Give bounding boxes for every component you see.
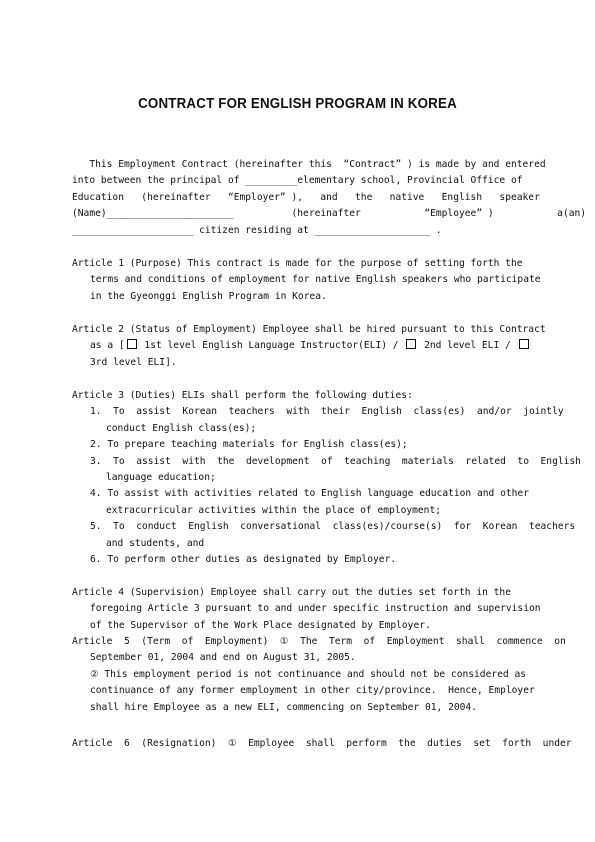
duty-item: 5. To conduct English conversational class(es)/course(s) for Korean teachers <box>90 521 576 533</box>
article-4-line: of the Supervisor of the Work Place designated by Employer. <box>90 619 431 631</box>
intro-line: into between the principal of _________elementary school, Provincial Office of <box>72 175 523 187</box>
checkbox-third-level[interactable] <box>519 339 529 349</box>
article-5-line: shall hire Employee as a new ELI, commencing on September 01, 2004. <box>90 701 477 713</box>
article-5-heading: Article 5 (Term of Employment) ① The Term of Employment shall commence on <box>72 636 566 647</box>
article-2-heading: Article 2 (Status of Employment) Employee shall be hired pursuant to this Contract <box>72 324 546 335</box>
duty-item: 3. To assist with the development of teaching materials related to English <box>90 455 581 467</box>
article-2-text: 1st level English Language Instructor(ELI) / <box>138 340 405 352</box>
article-6 <box>72 736 572 752</box>
article-5-line: ② This employment period is not continuance and should not be considered as <box>90 668 527 680</box>
article-1-line: terms and conditions of employment for native English speakers who participate <box>90 274 541 286</box>
article-4 <box>72 585 541 634</box>
checkbox-second-level[interactable] <box>406 339 416 349</box>
article-1-line: in the Gyeonggi English Program in Korea. <box>90 290 327 302</box>
article-2-line: 3rd level ELI]. <box>90 356 177 368</box>
duty-item-cont: extracurricular activities within the place of employment; <box>106 504 442 516</box>
duty-item-cont: and students, and <box>106 537 205 549</box>
duty-item: 6. To perform other duties as designated by Employer. <box>90 553 397 565</box>
document-title: CONTRACT FOR ENGLISH PROGRAM IN KOREA <box>138 96 457 112</box>
duty-item-cont: conduct English class(es); <box>106 422 257 434</box>
article-4-line: foregoing Article 3 pursuant to and under specific instruction and supervision <box>90 603 541 615</box>
intro-line: (Name)______________________ (hereinafter “Employee” ) a(an) <box>72 208 587 220</box>
duty-item: 4. To assist with activities related to English language education and other <box>90 488 529 500</box>
article-2 <box>72 322 546 371</box>
article-2-text: 2nd level ELI / <box>418 340 517 352</box>
article-5-line: September 01, 2004 and end on August 31, 2005. <box>90 652 356 664</box>
duty-item-cont: language education; <box>106 471 216 483</box>
article-5-line: continuance of any former employment in other city/province. Hence, Employer <box>90 685 535 697</box>
article-2-text: as a [ <box>90 340 125 352</box>
checkbox-first-level[interactable] <box>127 339 137 349</box>
intro-paragraph <box>72 157 587 239</box>
article-3 <box>72 388 581 568</box>
intro-line: _____________________ citizen residing at ____________________ . <box>72 224 442 236</box>
article-1-heading: Article 1 (Purpose) This contract is made for the purpose of setting forth the <box>72 258 523 269</box>
article-4-heading: Article 4 (Supervision) Employee shall carry out the duties set forth in the <box>72 587 511 598</box>
article-3-heading: Article 3 (Duties) ELIs shall perform the following duties: <box>72 390 413 401</box>
intro-line: This Employment Contract (hereinafter this “Contract” ) is made by and entered <box>72 159 546 170</box>
duty-item: 2. To prepare teaching materials for English class(es); <box>90 439 408 451</box>
article-5 <box>72 634 566 716</box>
intro-line: Education (hereinafter “Employer” ), and the native English speaker <box>72 191 540 203</box>
article-1 <box>72 256 541 305</box>
article-6-heading: Article 6 (Resignation) ① Employee shall perform the duties set forth under <box>72 738 572 749</box>
duty-item: 1. To assist Korean teachers with their English class(es) and/or jointly <box>90 406 564 418</box>
article-2-options <box>72 338 524 354</box>
